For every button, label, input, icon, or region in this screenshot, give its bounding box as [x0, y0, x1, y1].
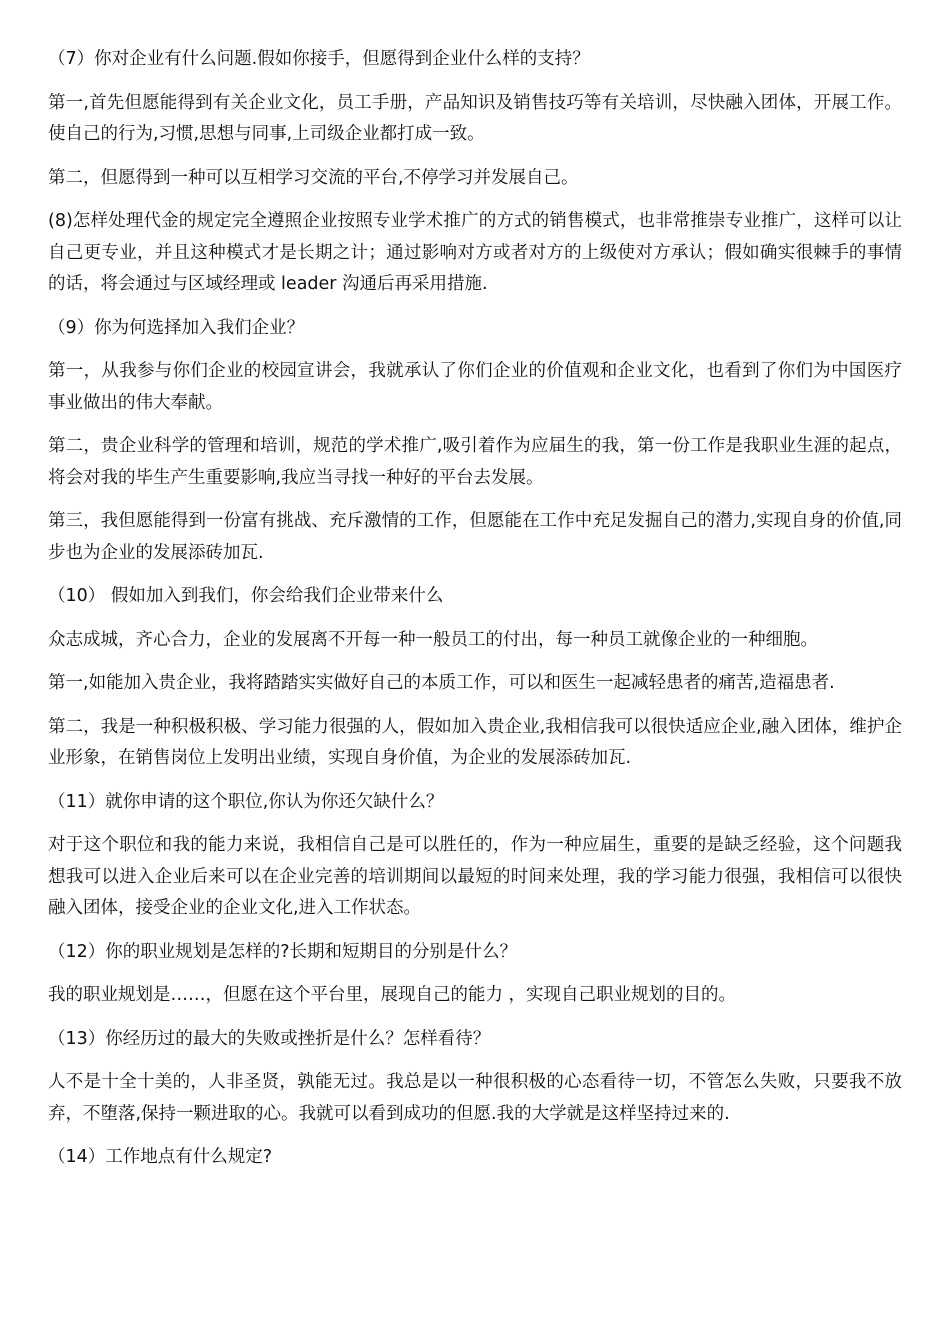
question-14: （14）工作地点有什么规定?: [48, 1147, 273, 1167]
answer-11: 对于这个职位和我的能力来说，我相信自己是可以胜任的，作为一种应届生，重要的是缺乏经验，这个问题我想我可以进入企业后来可以在企业完善的培训期间以最短的时间来处理，我的学习能力很强，我相信可以很快融入团体，接受企业的企业文化,进入工作状态。: [48, 835, 902, 918]
answer-7-first: 第一,首先但愿能得到有关企业文化，员工手册，产品知识及销售技巧等有关培训，尽快融入团体，开展工作。使自己的行为,习惯,思想与同事,上司级企业都打成一致。: [48, 92, 902, 144]
document-page: [48, 44, 902, 1186]
answer-10-intro: 众志成城，齐心合力，企业的发展离不开每一种一般员工的付出，每一种员工就像企业的一种细胞。: [48, 629, 818, 650]
question-12: （12）你的职业规划是怎样的?长期和短期目的分别是什么？: [48, 941, 518, 962]
answer-9-third: 第三，我但愿能得到一份富有挑战、充斥激情的工作，但愿能在工作中充足发掘自己的潜力,实现自身的价值,同步也为企业的发展添砖加瓦.: [48, 511, 902, 563]
answer-7-second: 第二，但愿得到一种可以互相学习交流的平台,不停学习并发展自己。: [48, 167, 579, 188]
question-10: （10） 假如加入到我们，你会给我们企业带来什么: [48, 586, 444, 606]
answer-9-second: 第二，贵企业科学的管理和培训，规范的学术推广,吸引着作为应届生的我，第一份工作是我职业生涯的起点，将会对我的毕生产生重要影响,我应当寻找一种好的平台去发展。: [48, 436, 902, 488]
answer-12: 我的职业规划是……，但愿在这个平台里，展现自己的能力 ，实现自己职业规划的目的。: [48, 985, 737, 1005]
question-8: (8)怎样处理代金的规定完全遵照企业按照专业学术推广的方式的销售模式，也非常推崇专业推广，这样可以让自己更专业，并且这种模式才是长期之计；通过影响对方或者对方的上级使对方承认；假如确实很棘手的事情的话，将会通过与区域经理或 leader 沟通后再采用措施.: [48, 211, 902, 294]
question-9: （9）你为何选择加入我们企业？: [48, 317, 305, 338]
answer-10-first: 第一,如能加入贵企业，我将踏踏实实做好自己的本质工作，可以和医生一起减轻患者的痛苦,造福患者.: [48, 673, 835, 693]
answer-10-second: 第二，我是一种积极积极、学习能力很强的人，假如加入贵企业,我相信我可以很快适应企业,融入团体，维护企业形象，在销售岗位上发明出业绩，实现自身价值，为企业的发展添砖加瓦.: [48, 716, 902, 768]
answer-13: 人不是十全十美的，人非圣贤，孰能无过。我总是以一种很积极的心态看待一切，不管怎么失败，只要我不放弃，不堕落,保持一颗进取的心。我就可以看到成功的但愿.我的大学就是这样坚持过来的.: [48, 1072, 902, 1124]
question-13: （13）你经历过的最大的失败或挫折是什么？怎样看待？: [48, 1028, 491, 1049]
answer-9-first: 第一，从我参与你们企业的校园宣讲会，我就承认了你们企业的价值观和企业文化，也看到了你们为中国医疗事业做出的伟大奉献。: [48, 361, 902, 413]
question-7: （7）你对企业有什么问题.假如你接手，但愿得到企业什么样的支持？: [48, 49, 590, 69]
question-11: （11）就你申请的这个职位,你认为你还欠缺什么？: [48, 791, 444, 812]
